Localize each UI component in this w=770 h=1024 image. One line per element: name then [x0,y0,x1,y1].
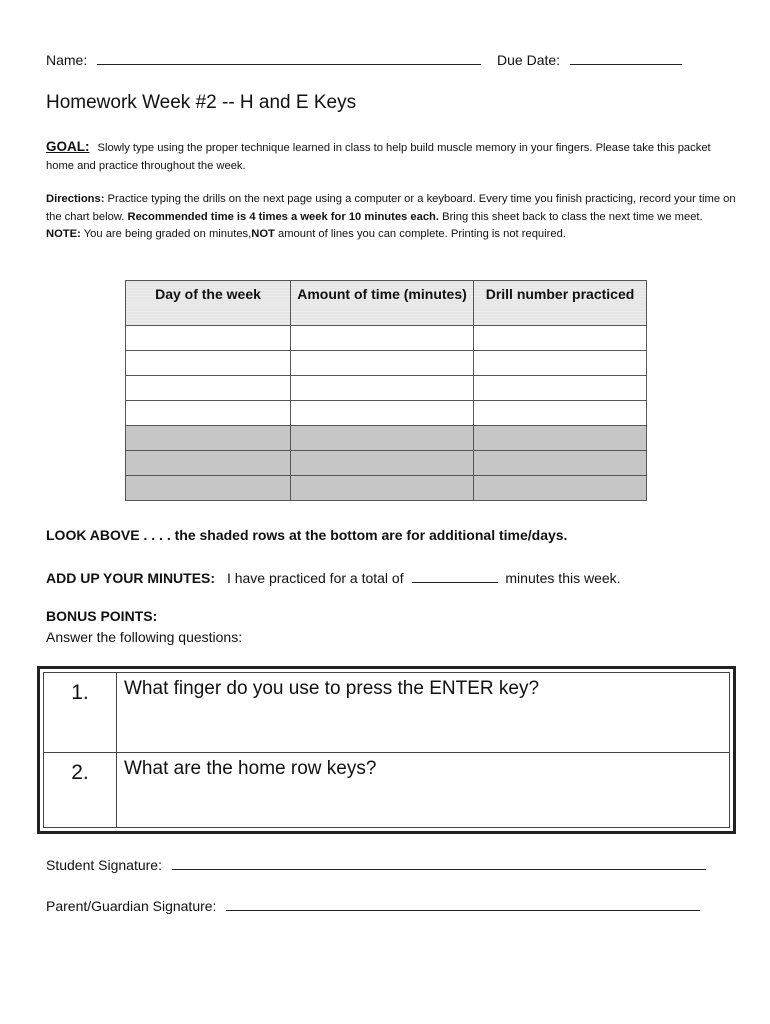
col-day-header: Day of the week [126,281,291,326]
name-label: Name: [46,52,88,68]
parent-signature-label: Parent/Guardian Signature: [46,898,217,914]
drill-cell[interactable] [474,426,647,451]
question-text: What are the home row keys? [124,758,377,779]
table-row [126,326,647,351]
student-signature-label: Student Signature: [46,857,162,873]
table-row-shaded [126,451,647,476]
name-field[interactable] [97,50,481,65]
bonus-heading: BONUS POINTS: [46,608,158,624]
add-up-after: minutes this week. [505,570,621,586]
time-cell[interactable] [291,326,474,351]
question-number: 1. [71,681,89,704]
day-cell[interactable] [126,376,291,401]
directions-text-1: Practice typing the drills on the next page using a computer or a keyboard. Every time you finish practicing, record your time on the chart below. [46,193,736,223]
time-cell[interactable] [291,376,474,401]
question-row[interactable] [44,753,729,831]
day-cell[interactable] [126,401,291,426]
col-time-header: Amount of time (minutes) [291,281,474,326]
table-header-row [126,281,647,326]
col-drill-header: Drill number practiced [474,281,647,326]
name-due-row [46,50,682,68]
total-minutes-field[interactable] [412,568,498,583]
page-title: Homework Week #2 -- H and E Keys [46,92,357,113]
directions-recommended: Recommended time is 4 times a week for 10 minutes each. [127,210,439,223]
directions-not-word: NOT [251,228,275,240]
day-cell[interactable] [126,476,291,501]
directions-note-label: NOTE: [46,228,81,240]
directions-label: Directions: [46,193,105,205]
day-cell[interactable] [126,451,291,476]
directions-paragraph [46,191,736,244]
time-cell[interactable] [291,401,474,426]
time-cell[interactable] [291,351,474,376]
table-row [126,376,647,401]
due-date-label: Due Date: [497,52,561,68]
question-row[interactable] [44,673,729,752]
table-row [126,401,647,426]
practice-table [125,280,647,501]
goal-paragraph [46,138,726,175]
drill-cell[interactable] [474,376,647,401]
drill-cell[interactable] [474,351,647,376]
directions-text-3: You are being graded on minutes, [83,228,252,240]
student-signature-field[interactable] [172,855,706,870]
parent-signature-row [46,896,700,914]
day-cell[interactable] [126,326,291,351]
time-cell[interactable] [291,451,474,476]
drill-cell[interactable] [474,476,647,501]
day-cell[interactable] [126,351,291,376]
due-date-field[interactable] [570,50,682,65]
directions-text-2: Bring this sheet back to class the next time we meet. [442,210,703,223]
table-row-shaded [126,476,647,501]
questions-box [37,666,736,834]
drill-cell[interactable] [474,326,647,351]
day-cell[interactable] [126,426,291,451]
table-row [126,351,647,376]
look-above-note: LOOK ABOVE . . . . the shaded rows at the bottom are for additional time/days. [46,527,568,543]
student-signature-row [46,855,706,873]
goal-text: Slowly type using the proper technique learned in class to help build muscle memory in your fingers. Please take this packet home and practice throughout the week. [46,142,711,172]
add-up-row [46,568,621,586]
question-number: 2. [71,761,89,784]
time-cell[interactable] [291,476,474,501]
add-up-before: I have practiced for a total of [226,570,404,586]
bonus-instruction: Answer the following questions: [46,629,243,645]
drill-cell[interactable] [474,401,647,426]
parent-signature-field[interactable] [226,896,700,911]
goal-label: GOAL: [46,139,90,154]
add-up-label: ADD UP YOUR MINUTES: [46,570,216,586]
time-cell[interactable] [291,426,474,451]
directions-text-4: amount of lines you can complete. Printing is not required. [277,228,566,240]
question-text: What finger do you use to press the ENTER key? [124,678,540,699]
table-row-shaded [126,426,647,451]
drill-cell[interactable] [474,451,647,476]
